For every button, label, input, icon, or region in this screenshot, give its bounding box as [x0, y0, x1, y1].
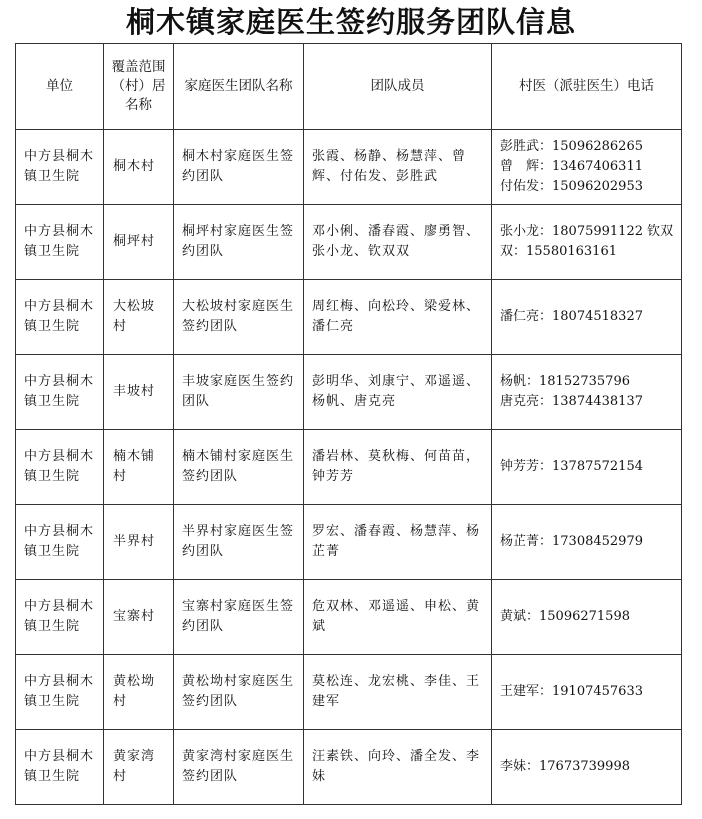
cell-phone: 张小龙：18075991122 钦双双：15580163161 [492, 205, 682, 280]
cell-team-name: 半界村家庭医生签约团队 [174, 505, 304, 580]
cell-members: 莫松连、龙宏桃、李佳、王建军 [304, 655, 492, 730]
cell-members: 潘岩林、莫秋梅、何苗苗，钟芳芳 [304, 430, 492, 505]
header-members: 团队成员 [304, 44, 492, 130]
table-row [16, 280, 682, 355]
table-row [16, 205, 682, 280]
table-row [16, 580, 682, 655]
table-row [16, 355, 682, 430]
cell-team-name: 桐坪村家庭医生签约团队 [174, 205, 304, 280]
cell-phone: 李妹：17673739998 [492, 730, 682, 805]
header-phone: 村医（派驻医生）电话 [492, 44, 682, 130]
cell-members: 周红梅、向松玲、梁爱林、潘仁亮 [304, 280, 492, 355]
cell-unit: 中方县桐木镇卫生院 [16, 505, 104, 580]
cell-members: 张霞、杨静、杨慧萍、曾辉、付佑发、彭胜武 [304, 130, 492, 205]
cell-members: 罗宏、潘春霞、杨慧萍、杨芷菁 [304, 505, 492, 580]
header-unit: 单位 [16, 44, 104, 130]
cell-members: 彭明华、刘康宁、邓遥遥、杨帆、唐克亮 [304, 355, 492, 430]
cell-village: 桐坪村 [104, 205, 174, 280]
cell-phone: 杨芷菁：17308452979 [492, 505, 682, 580]
table-row [16, 430, 682, 505]
cell-village: 丰坡村 [104, 355, 174, 430]
cell-village: 大松坡村 [104, 280, 174, 355]
cell-unit: 中方县桐木镇卫生院 [16, 205, 104, 280]
cell-unit: 中方县桐木镇卫生院 [16, 280, 104, 355]
table-row [16, 730, 682, 805]
cell-team-name: 黄家湾村家庭医生签约团队 [174, 730, 304, 805]
cell-village: 半界村 [104, 505, 174, 580]
cell-unit: 中方县桐木镇卫生院 [16, 430, 104, 505]
cell-village: 宝寨村 [104, 580, 174, 655]
cell-village: 黄家湾村 [104, 730, 174, 805]
cell-members: 邓小俐、潘春霞、廖勇智、张小龙、钦双双 [304, 205, 492, 280]
team-info-table [15, 43, 682, 805]
cell-team-name: 黄松坳村家庭医生签约团队 [174, 655, 304, 730]
table-row [16, 505, 682, 580]
cell-phone: 钟芳芳：13787572154 [492, 430, 682, 505]
cell-phone: 潘仁亮：18074518327 [492, 280, 682, 355]
cell-members: 汪素铁、向玲、潘全发、李妹 [304, 730, 492, 805]
cell-village: 桐木村 [104, 130, 174, 205]
cell-unit: 中方县桐木镇卫生院 [16, 580, 104, 655]
cell-phone: 彭胜武：15096286265 曾 辉：13467406311 付佑发：15096202953 [492, 130, 682, 205]
cell-team-name: 大松坡村家庭医生签约团队 [174, 280, 304, 355]
cell-village: 楠木铺村 [104, 430, 174, 505]
cell-members: 危双林、邓遥遥、申松、黄斌 [304, 580, 492, 655]
cell-team-name: 宝寨村家庭医生签约团队 [174, 580, 304, 655]
cell-unit: 中方县桐木镇卫生院 [16, 655, 104, 730]
header-coverage: 覆盖范围（村）居名称 [104, 44, 174, 130]
cell-phone: 黄斌：15096271598 [492, 580, 682, 655]
cell-village: 黄松坳村 [104, 655, 174, 730]
table-header-row [16, 44, 682, 130]
cell-team-name: 丰坡家庭医生签约团队 [174, 355, 304, 430]
cell-phone: 杨帆：18152735796 唐克亮：13874438137 [492, 355, 682, 430]
cell-phone: 王建军：19107457633 [492, 655, 682, 730]
cell-unit: 中方县桐木镇卫生院 [16, 355, 104, 430]
cell-team-name: 楠木铺村家庭医生签约团队 [174, 430, 304, 505]
document-title: 桐木镇家庭医生签约服务团队信息 [125, 5, 576, 39]
header-team-name: 家庭医生团队名称 [174, 44, 304, 130]
cell-team-name: 桐木村家庭医生签约团队 [174, 130, 304, 205]
cell-unit: 中方县桐木镇卫生院 [16, 730, 104, 805]
table-row [16, 655, 682, 730]
table-row [16, 130, 682, 205]
cell-unit: 中方县桐木镇卫生院 [16, 130, 104, 205]
